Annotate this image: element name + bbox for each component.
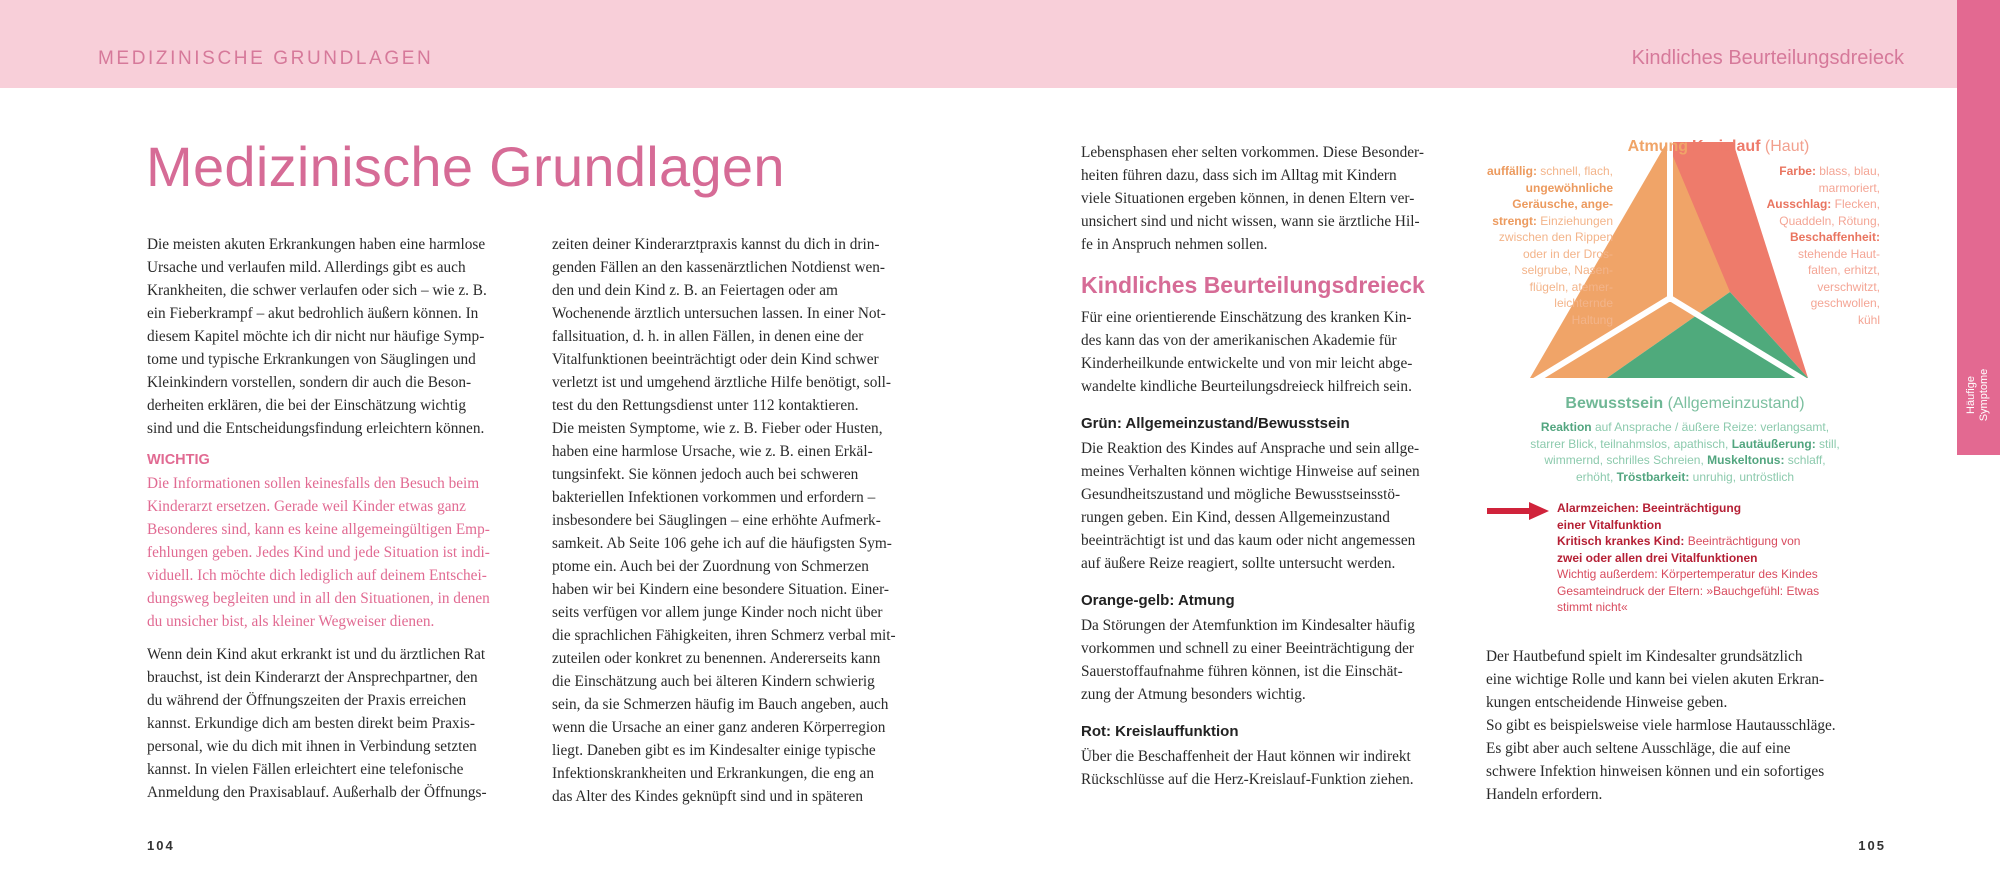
- alarm-arrow-icon: [1487, 501, 1549, 521]
- alarm-box: [1557, 500, 1897, 616]
- left-column-1: [147, 233, 527, 804]
- red-text: Über die Beschaffenheit der Haut können wir indirekt Rückschlüsse auf die Herz-Kreislauf-Funktion ziehen.: [1081, 748, 1414, 788]
- right-column-2: [1486, 645, 1886, 806]
- section-intro: Für eine orientierende Einschätzung des kranken Kin- des kann das von der amerikanischen Akademie für Kinderheilkunde entwickelte und von mir leicht abge- wandelte kindliche Beurteilungsdreieck hilfreich sein.: [1081, 309, 1413, 395]
- paragraph-kinderarzt: Wenn dein Kind akut erkrankt ist und du ärztlichen Rat brauchst, ist dein Kinderarzt der Ansprechpartner, den du während der Öffnungszeiten der Praxis erreichen kannst. Erkundige dich am besten direkt beim Praxis- personal, wie du dich mit ihnen in Verbindung setzten kannst. In vielen Fällen erleichtert eine telefonische Anmeldung den Praxisablauf. Außerhalb der Öffnungs-: [147, 646, 487, 801]
- paragraph-hautbefund: Der Hautbefund spielt im Kindesalter grundsätzlich eine wichtige Rolle und kann bei vielen akuten Erkran- kungen entscheidende Hinweise geben. So gibt es beispielsweise viele harmlose Hautausschläge. Es gibt aber auch seltene Ausschläge, die auf eine schwere Infektion hinweisen können und ein sofortiges Handeln erfordern.: [1486, 648, 1836, 803]
- page-title: Medizinische Grundlagen: [146, 135, 785, 198]
- atmung-label: Atmung: [1627, 138, 1688, 155]
- red-heading: Rot: Kreislauffunktion: [1081, 723, 1239, 740]
- left-column-2: [552, 233, 937, 808]
- page-number-right: 105: [1858, 838, 1886, 853]
- alarm-critical: Kritisch krankes Kind: Beeinträchtigung von: [1557, 534, 1801, 548]
- kreislauf-details: Farbe: blass, blau, marmoriert, Ausschlag: Flecken, Quaddeln, Rötung, Beschaffenheit: stehende Haut- falten, erhitzt, verschwitzt, geschwollen, kühl: [1766, 164, 1880, 327]
- atmung-details: auffällig: schnell, flach, ungewöhnliche Geräusche, ange- strengt: Einziehungen zwischen den Rippen oder in der Dros- selgrube, Nasen- flügeln, atemer- leichternde Haltung: [1486, 164, 1613, 327]
- orange-heading: Orange-gelb: Atmung: [1081, 592, 1235, 609]
- wichtig-text: Die Informationen sollen keinesfalls den Besuch beim Kinderarzt ersetzen. Gerade weil Kinder etwas ganz Besonderes sind, kann es keine allgemeingültigen Emp- fehlungen geben. Jedes Kind und jede Situation ist indi- viduell. Ich möchte dich lediglich auf deinem Entschei- dungsweg begleiten und in all den Situationen, in denen du unsicher bist, als kleiner Wegweiser dienen.: [147, 475, 490, 630]
- kreislauf-label: Kreislauf (Haut): [1692, 138, 1810, 155]
- intro-paragraph: Die meisten akuten Erkrankungen haben eine harmlose Ursache und verlaufen mild. Allerdings gibt es auch Krankheiten, die schwer verlaufen oder sich – wie z. B. ein Fieberkrampf – akut bedrohlich äußern können. In diesem Kapitel möchte ich dir nicht nur häufige Symp- tome und typische Erkrankungen von Säuglingen und Kleinkindern vorstellen, sondern dir auch die Beson- derheiten erklären, die bei der Einschätzung wichtig sind und die Entscheidungsfindung erleichtern können.: [147, 236, 487, 437]
- bewusstsein-label: Bewusstsein (Allgemeinzustand): [1565, 395, 1805, 412]
- green-heading: Grün: Allgemeinzustand/Bewusstsein: [1081, 415, 1350, 432]
- wichtig-heading: WICHTIG: [147, 452, 210, 468]
- alarm-vital: zwei oder allen drei Vitalfunktionen: [1557, 550, 1758, 565]
- orange-text: Da Störungen der Atemfunktion im Kindesalter häufig vorkommen und schnell zu einer Beeinträchtigung der Sauerstoffaufnahme führen können, ist die Einschät- zung der Atmung besonders wichtig.: [1081, 617, 1415, 703]
- bewusstsein-details: Reaktion auf Ansprache / äußere Reize: verlangsamt, starrer Blick, teilnahmslos, apathisch, Lautäußerung: still, wimmernd, schrilles Schreien, Muskeltonus: schlaff, erhöht, Tröstbarkeit: unruhig, untröstlich: [1530, 420, 1840, 484]
- side-tab-label: Häufige Symptome: [1965, 368, 1990, 422]
- section-title: Kindliches Beurteilungsdreieck: [1081, 272, 1425, 298]
- alarm-note: Wichtig außerdem: Körpertemperatur des Kindes Gesamteindruck der Eltern: »Bauchgefühl: Etwas stimmt nicht«: [1557, 567, 1820, 614]
- header-band: [0, 0, 1957, 88]
- running-header-left: MEDIZINISCHE GRUNDLAGEN: [98, 48, 434, 69]
- paragraph-lebensphasen: Lebensphasen eher selten vorkommen. Diese Besonder- heiten führen dazu, dass sich im Alltag mit Kindern viele Situationen ergeben können, in denen Eltern ver- unsichert sind und nicht wissen, wann sie ärztliche Hil- fe in Anspruch nehmen sollen.: [1081, 144, 1424, 253]
- right-column-1: [1081, 141, 1481, 791]
- page-number-left: 104: [147, 838, 175, 853]
- paragraph-notdienst: zeiten deiner Kinderarztpraxis kannst du dich in drin- genden Fällen an den kassenärztlichen Notdienst wen- den und dein Kind z. B. an Feiertagen oder am Wochenende ärztlich untersuchen lassen. In einer Not- fallsituation, d. h. in allen Fällen, in denen eine der Vitalfunktionen beeinträchtigt oder dein Kind schwer verletzt ist und umgehend ärztliche Hilfe benötigt, soll- test du den Rettungsdienst unter 112 kontaktieren. Die meisten Symptome, wie z. B. Fieber oder Husten, haben eine harmlose Ursache, wie z. B. einen Erkäl- tungsinfekt. Sie können jedoch auch bei schweren bakteriellen Infektionen vorkommen und erfordern – insbesondere bei Säuglingen – eine erhöhte Aufmerk- samkeit. Ab Seite 106 gehe ich auf die häufigsten Sym- ptome ein. Auch bei der Zuordnung von Schmerzen haben wir bei Kindern eine besondere Situation. Einer- seits verfügen vor allem junge Kinder noch nicht über die sprachlichen Fähigkeiten, ihren Schmerz verbal mit- zuteilen oder konkret zu benennen. Andererseits kann die Einschätzung auch bei älteren Kindern schwierig sein, da sie Schmerzen häufig im Bauch angeben, auch wenn die Ursache an einer ganz anderen Körperregion liegt. Daneben gibt es im Kindesalter einige typische Infektionskrankheiten und Erkrankungen, die eng an das Alter des Kindes geknüpft sind und in späteren: [552, 236, 896, 805]
- running-header-right: Kindliches Beurteilungsdreieck: [1631, 47, 1904, 69]
- alarm-heading: Alarmzeichen: Beeinträchtigung einer Vitalfunktion: [1557, 501, 1742, 532]
- green-text: Die Reaktion des Kindes auf Ansprache und sein allge- meines Verhalten können wichtige Hinweise auf seinen Gesundheitszustand und mögliche Bewusstseinsstö- rungen geben. Ein Kind, dessen Allgemeinzustand beeinträchtigt ist und das kaum oder nicht angemessen auf äußere Reize reagiert, sollte untersucht werden.: [1081, 440, 1420, 572]
